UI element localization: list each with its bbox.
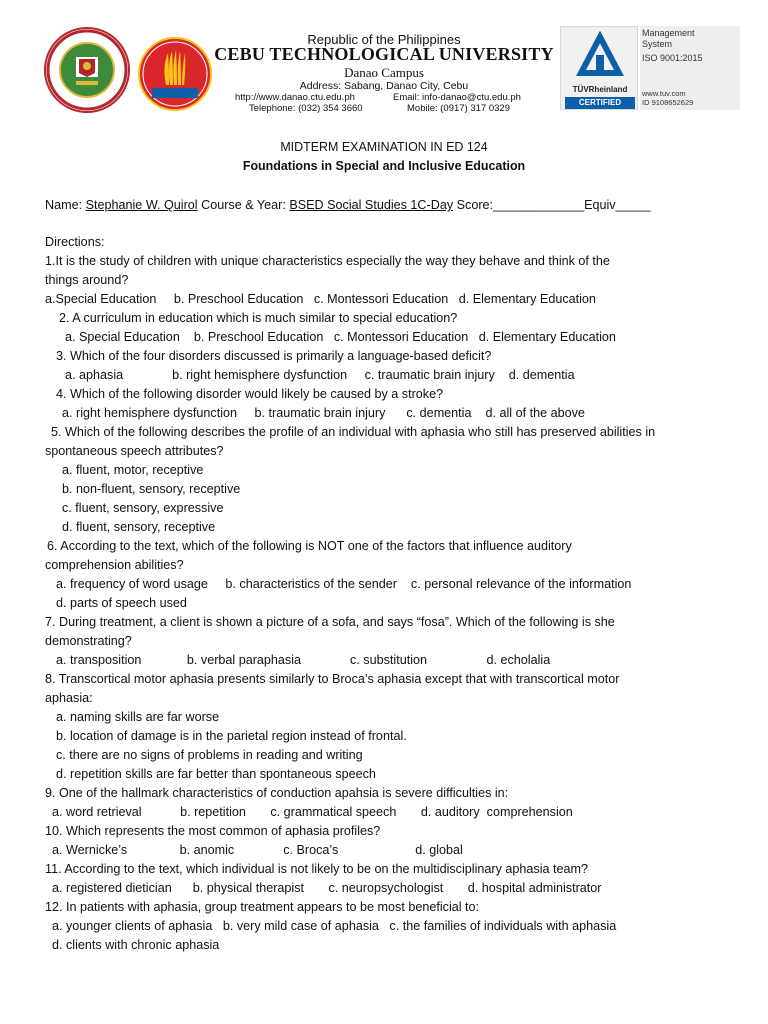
course-year: BSED Social Studies 1C-Day (289, 198, 454, 212)
q9-line: 9. One of the hallmark characteristics of conduction apahsia is severe difficulties in: (45, 786, 509, 800)
q6-option-d: d. parts of speech used (56, 596, 187, 610)
cert-line-1: Management (642, 28, 695, 38)
equiv-blank: _____ (615, 198, 651, 212)
q5-option-d: d. fluent, sensory, receptive (62, 520, 216, 534)
q3-options: a. aphasia b. right hemisphere dysfunction c. traumatic brain injury d. dementia (65, 368, 575, 382)
exam-title: MIDTERM EXAMINATION IN ED 124 (280, 140, 488, 154)
name-label: Name: (45, 198, 83, 212)
q7-line-2: demonstrating? (45, 634, 132, 648)
email-text: Email: info-danao@ctu.edu.ph (393, 92, 521, 103)
score-label: Score: (456, 198, 494, 212)
telephone-text: Telephone: (032) 354 3660 (249, 103, 363, 114)
student-info-line (45, 199, 651, 212)
q1-line-1: 1.It is the study of children with unique characteristics especially the way they behave and think of the (45, 254, 610, 268)
republic-text: Republic of the Philippines (307, 32, 461, 47)
directions-label: Directions: (45, 235, 105, 249)
q12-options: a. younger clients of aphasia b. very mild case of aphasia c. the families of individuals with aphasia (52, 919, 617, 933)
q3-line: 3. Which of the four disorders discussed is primarily a language-based deficit? (56, 349, 492, 363)
exam-subtitle: Foundations in Special and Inclusive Education (242, 159, 526, 173)
cert-line-2: System (642, 39, 673, 49)
q1-line-2: things around? (45, 273, 129, 287)
q8-option-c: c. there are no signs of problems in reading and writing (56, 748, 363, 762)
iso-certification-logo (560, 26, 740, 110)
q10-options: a. Wernicke’s b. anomic c. Broca’s d. global (52, 843, 463, 857)
q5-line-2: spontaneous speech attributes? (45, 444, 224, 458)
score-blank: _____________ (493, 198, 585, 212)
q11-line: 11. According to the text, which individual is not likely to be on the multidisciplinary aphasia team? (45, 862, 588, 876)
university-name: CEBU TECHNOLOGICAL UNIVERSITY (214, 44, 554, 64)
address-text: Address: Sabang, Danao City, Cebu (299, 80, 469, 92)
q2-line: 2. A curriculum in education which is much similar to special education? (59, 311, 458, 325)
q10-line: 10. Which represents the most common of aphasia profiles? (45, 824, 381, 838)
q5-option-c: c. fluent, sensory, expressive (62, 501, 224, 515)
q5-line-1: 5. Which of the following describes the profile of an individual with aphasia who still has preserved abilities in (51, 425, 656, 439)
q1-options: a.Special Education b. Preschool Education c. Montessori Education d. Elementary Education (45, 292, 596, 306)
q8-option-b: b. location of damage is in the parietal region instead of frontal. (56, 729, 407, 743)
q2-options: a. Special Education b. Preschool Education c. Montessori Education d. Elementary Education (65, 330, 616, 344)
q6-options: a. frequency of word usage b. characteristics of the sender c. personal relevance of the information (56, 577, 632, 591)
cert-url: www.tuv.com (642, 89, 686, 98)
tuv-logo (560, 26, 638, 110)
course-label: Course & Year: (201, 198, 286, 212)
q4-options: a. right hemisphere dysfunction b. traumatic brain injury c. dementia d. all of the above (62, 406, 585, 420)
q11-options: a. registered dietician b. physical therapist c. neuropsychologist d. hospital administrator (52, 881, 602, 895)
q5-option-a: a. fluent, motor, receptive (62, 463, 204, 477)
q7-options: a. transposition b. verbal paraphasia c. substitution d. echolalia (56, 653, 551, 667)
q9-options: a. word retrieval b. repetition c. grammatical speech d. auditory comprehension (52, 805, 573, 819)
q6-line-2: comprehension abilities? (45, 558, 184, 572)
q8-option-d: d. repetition skills are far better than spontaneous speech (56, 767, 376, 781)
q12-option-d: d. clients with chronic aphasia (52, 938, 220, 952)
website-text: http://www.danao.ctu.edu.ph (235, 92, 355, 103)
q6-line-1: 6. According to the text, which of the following is NOT one of the factors that influence auditory (47, 539, 572, 553)
mobile-text: Mobile: (0917) 317 0329 (407, 103, 510, 114)
q8-option-a: a. naming skills are far worse (56, 710, 220, 724)
q8-line-1: 8. Transcortical motor aphasia presents similarly to Broca’s aphasia except that with transcortical motor (45, 672, 620, 686)
certified-badge: CERTIFIED (565, 97, 635, 109)
cert-iso: ISO 9001:2015 (642, 53, 703, 63)
q4-line: 4. Which of the following disorder would likely be caused by a stroke? (56, 387, 444, 401)
q5-option-b: b. non-fluent, sensory, receptive (62, 482, 241, 496)
q8-line-2: aphasia: (45, 691, 93, 705)
university-seal-logo (44, 27, 130, 113)
equiv-label: Equiv (584, 198, 616, 212)
campus-name: Danao Campus (344, 65, 424, 80)
cert-id: ID 9108652629 (642, 98, 694, 107)
tuv-org-name: TÜVRheinland (572, 85, 628, 94)
q12-line: 12. In patients with aphasia, group treatment appears to be most beneficial to: (45, 900, 480, 914)
student-name: Stephanie W. Quirol (85, 198, 198, 212)
q7-line-1: 7. During treatment, a client is shown a picture of a sofa, and says “fosa”. Which of the following is she (45, 615, 615, 629)
